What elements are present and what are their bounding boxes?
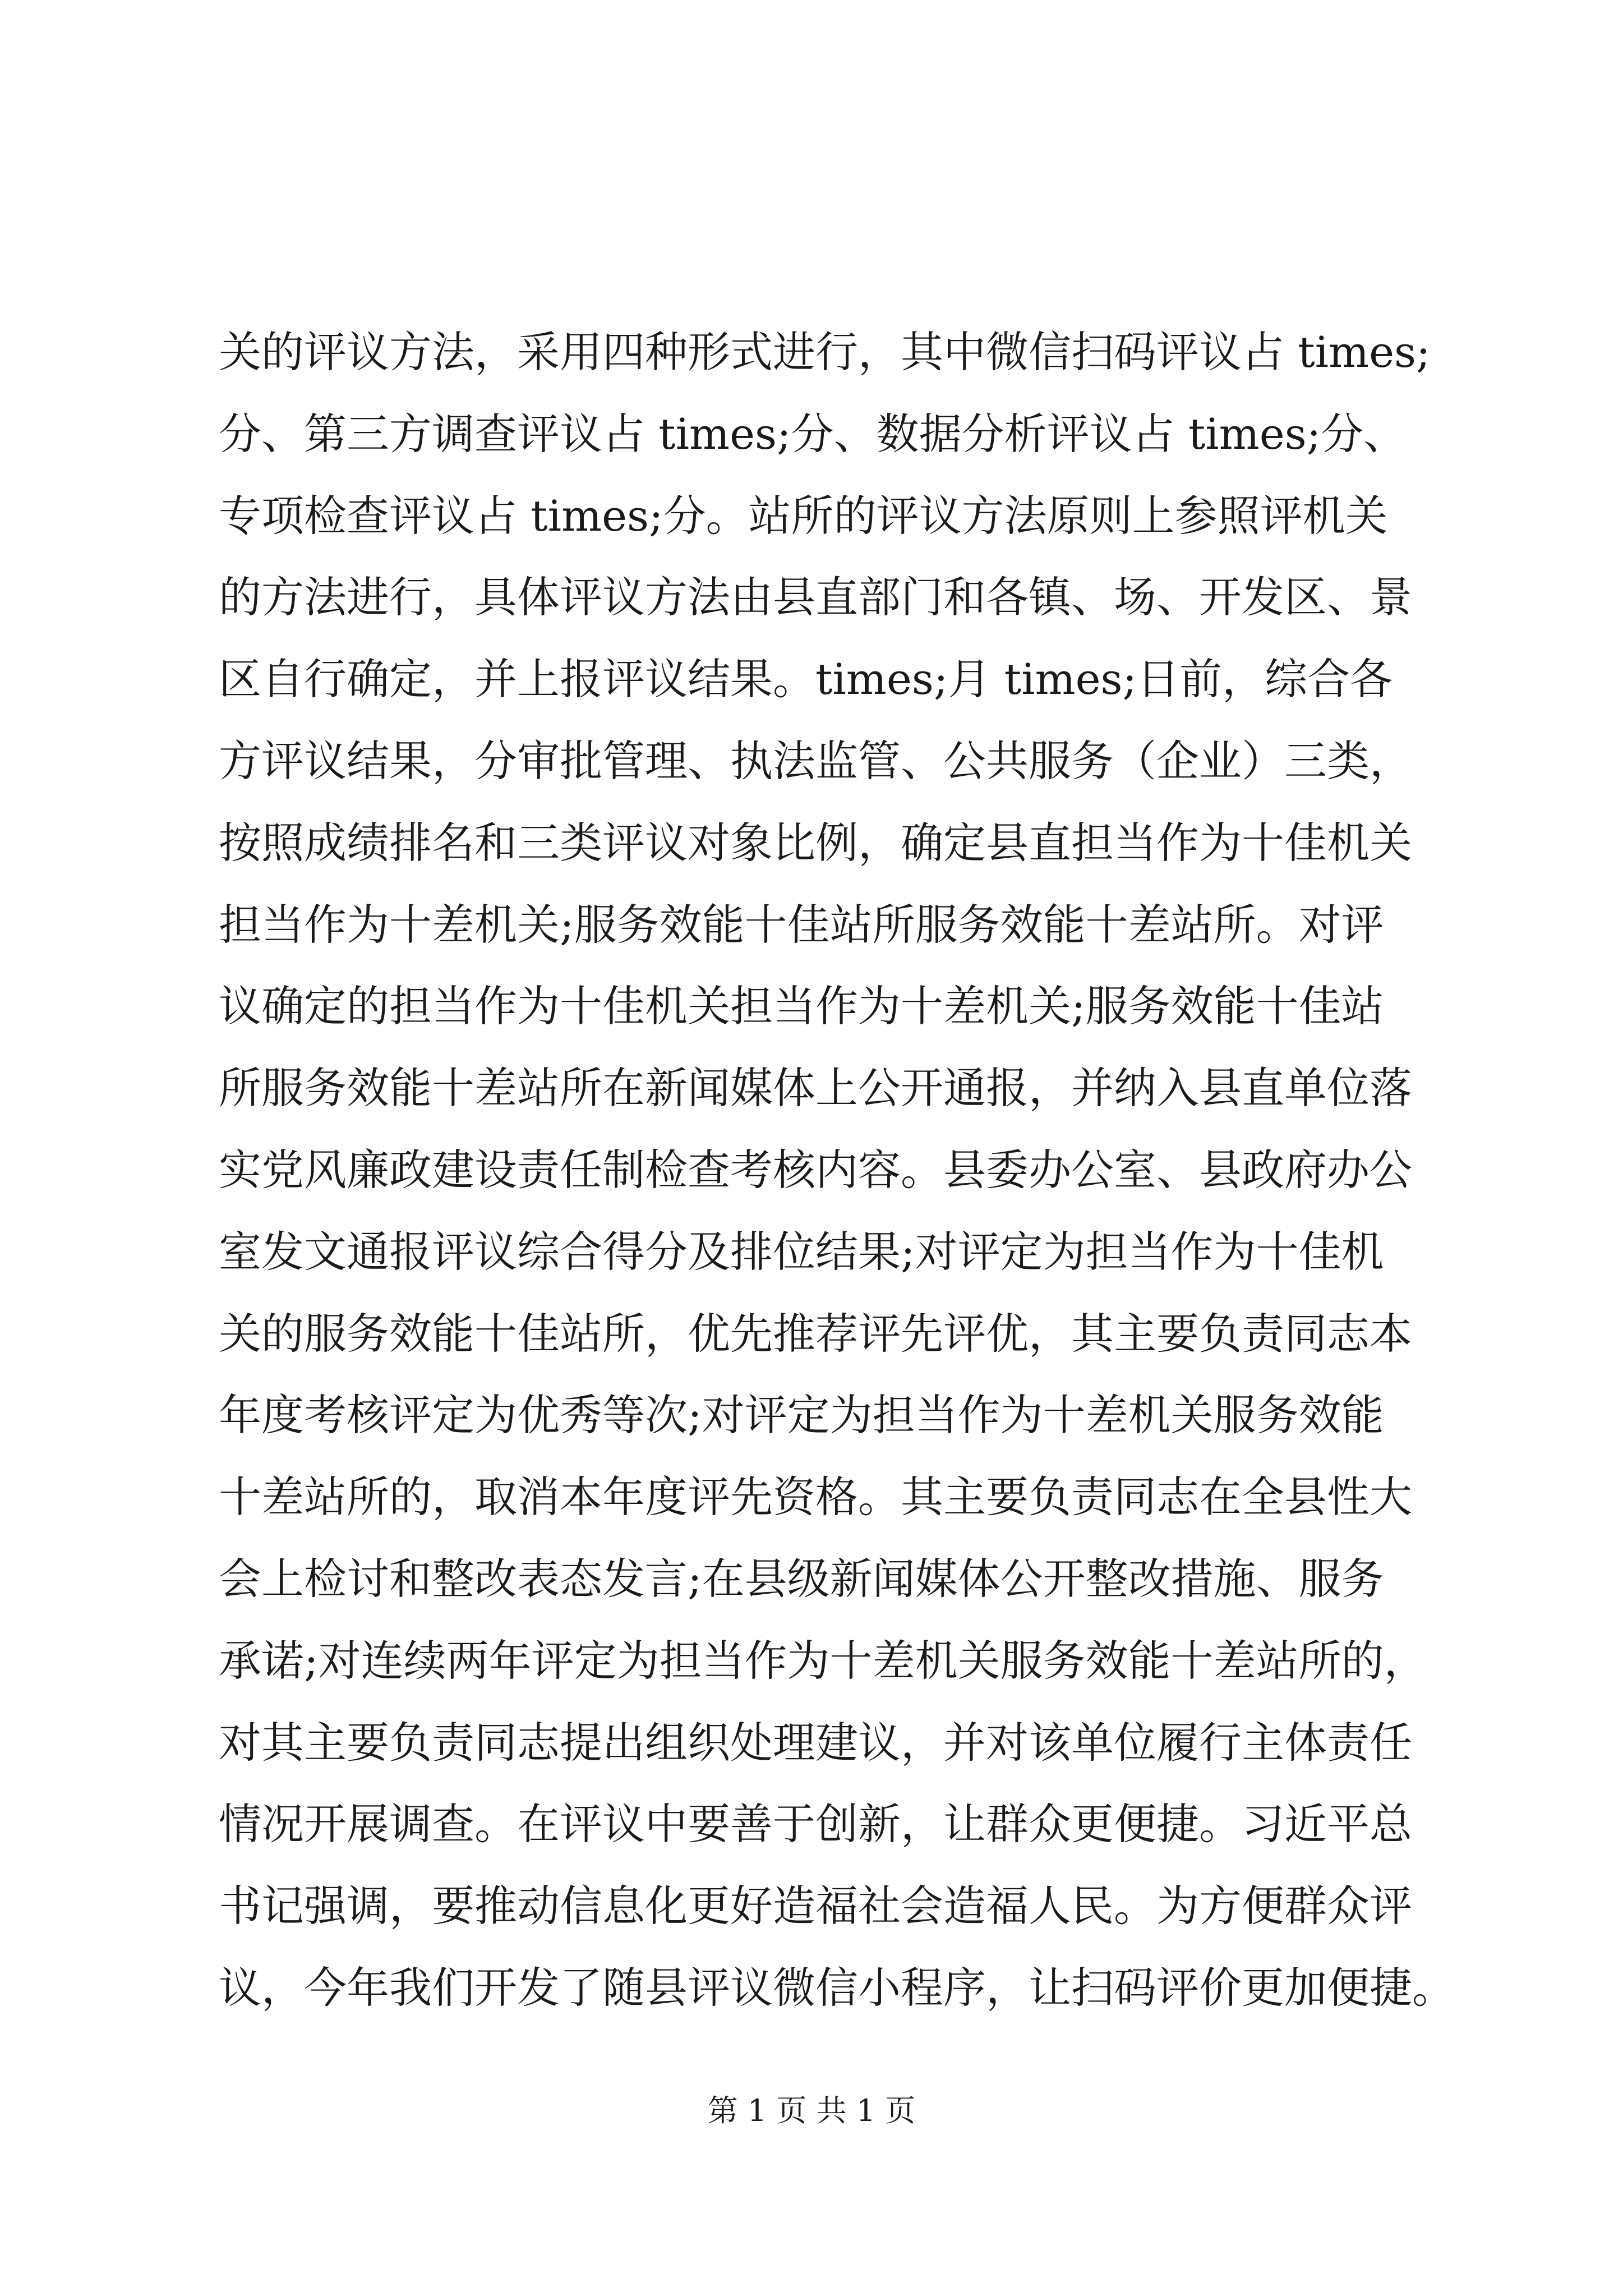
body-text: [219, 311, 1461, 2029]
text-line: 承诺;对连续两年评定为担当作为十差机关服务效能十差站所的，: [219, 1635, 1427, 1686]
text-line: 专项检查评议占 times;分。站所的评议方法原则上参照评机关: [219, 490, 1388, 541]
text-line: 分、第三方调查评议占 times;分、数据分析评议占 times;分、: [219, 408, 1407, 459]
text-line: 议，今年我们开发了随县评议微信小程序，让扫码评价更加便捷。: [219, 1962, 1455, 2013]
text-line: 年度考核评定为优秀等次;对评定为担当作为十差机关服务效能: [219, 1390, 1384, 1441]
text-line: 实党风廉政建设责任制检查考核内容。县委办公室、县政府办公: [219, 1144, 1412, 1195]
text-line: 担当作为十差机关;服务效能十佳站所服务效能十差站所。对评: [219, 899, 1384, 950]
text-line: 对其主要负责同志提出组织处理建议，并对该单位履行主体责任: [219, 1717, 1412, 1768]
text-line: 议确定的担当作为十佳机关担当作为十差机关;服务效能十佳站: [219, 981, 1384, 1032]
text-line: 会上检讨和整改表态发言;在县级新闻媒体公开整改措施、服务: [219, 1553, 1384, 1604]
text-line: 书记强调，要推动信息化更好造福社会造福人民。为方便群众评: [219, 1881, 1412, 1931]
text-line: 的方法进行，具体评议方法由县直部门和各镇、场、开发区、景: [219, 572, 1412, 623]
text-line: 所服务效能十差站所在新闻媒体上公开通报，并纳入县直单位落: [219, 1063, 1412, 1114]
text-line: 室发文通报评议综合得分及排位结果;对评定为担当作为十佳机: [219, 1226, 1384, 1277]
text-line: 方评议结果，分审批管理、执法监管、公共服务（企业）三类，: [219, 735, 1412, 786]
page-number-footer: 第 1 页 共 1 页: [707, 2093, 916, 2128]
text-line: 关的评议方法，采用四种形式进行，其中微信扫码评议占 times;: [219, 327, 1431, 377]
text-line: 情况开展调查。在评议中要善于创新，让群众更便捷。习近平总: [219, 1799, 1412, 1849]
text-line: 区自行确定，并上报评议结果。times;月 times;日前，综合各: [219, 654, 1393, 705]
text-line: 十差站所的，取消本年度评先资格。其主要负责同志在全县性大: [219, 1472, 1412, 1522]
text-line: 按照成绩排名和三类评议对象比例，确定县直担当作为十佳机关: [219, 817, 1412, 868]
text-line: 关的服务效能十佳站所，优先推荐评先评优，其主要负责同志本: [219, 1308, 1412, 1359]
